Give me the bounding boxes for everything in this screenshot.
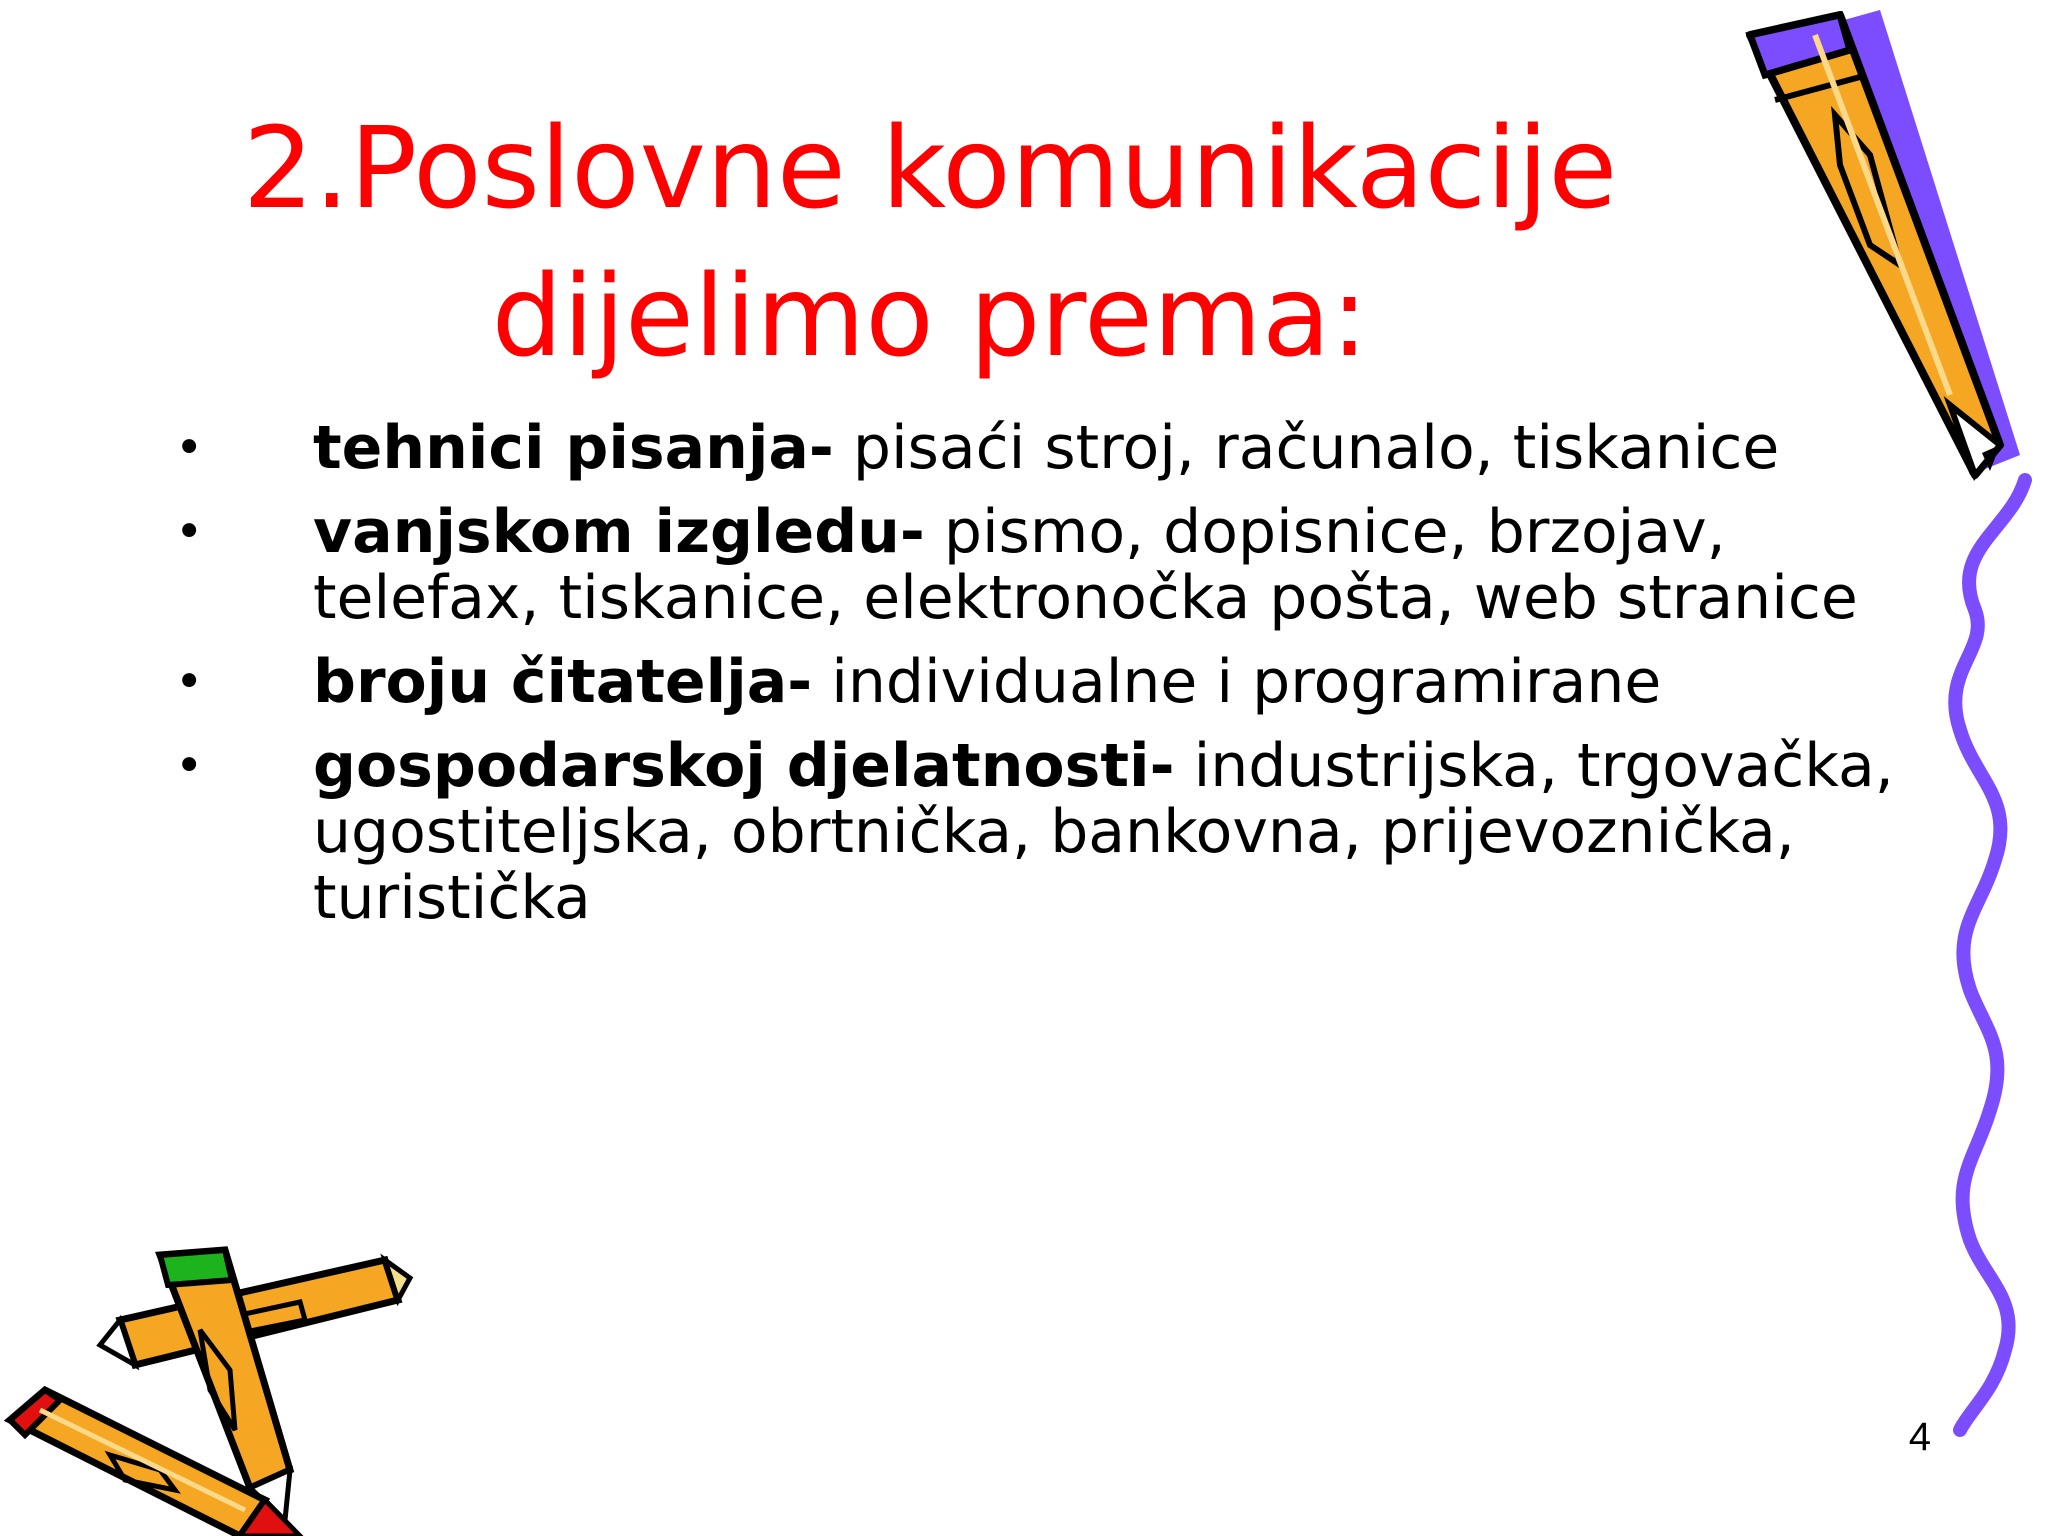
bullet-term: gospodarskoj djelatnosti- bbox=[313, 731, 1175, 801]
bullet-text: individualne i programirane bbox=[812, 647, 1662, 717]
pencil-top-right-icon bbox=[1720, 5, 2020, 495]
bullet-text: pisaći stroj, računalo, tiskanice bbox=[833, 413, 1780, 483]
bullet-dot: • bbox=[175, 738, 204, 794]
pencils-bottom-left-icon bbox=[0, 1240, 420, 1536]
bullet-dot: • bbox=[175, 420, 204, 476]
page-number: 4 bbox=[1908, 1415, 1931, 1459]
title-line-1: 2.Poslovne komunikacije bbox=[242, 104, 1618, 234]
title-line-2: dijelimo prema: bbox=[491, 252, 1369, 382]
list-item bbox=[175, 649, 1895, 715]
bullet-term: broju čitatelja- bbox=[313, 647, 813, 717]
squiggle-line-icon bbox=[1930, 470, 2040, 1440]
bullet-term: tehnici pisanja- bbox=[313, 413, 834, 483]
list-item bbox=[175, 733, 1895, 931]
bullet-term: vanjskom izgledu- bbox=[313, 497, 925, 567]
list-item bbox=[175, 415, 1895, 481]
slide-title bbox=[180, 95, 1680, 391]
bullet-text: pismo, dopisnice, brzojav, telefax, tiskanice, elektronočka pošta, web stranice bbox=[313, 497, 1858, 633]
list-item bbox=[175, 499, 1895, 631]
bullet-text: industrijska, trgovačka, ugostiteljska, obrtnička, bankovna, prijevoznička, turistička bbox=[313, 731, 1894, 933]
bullet-dot: • bbox=[175, 654, 204, 710]
bullet-list bbox=[175, 415, 1895, 949]
bullet-dot: • bbox=[175, 504, 204, 560]
